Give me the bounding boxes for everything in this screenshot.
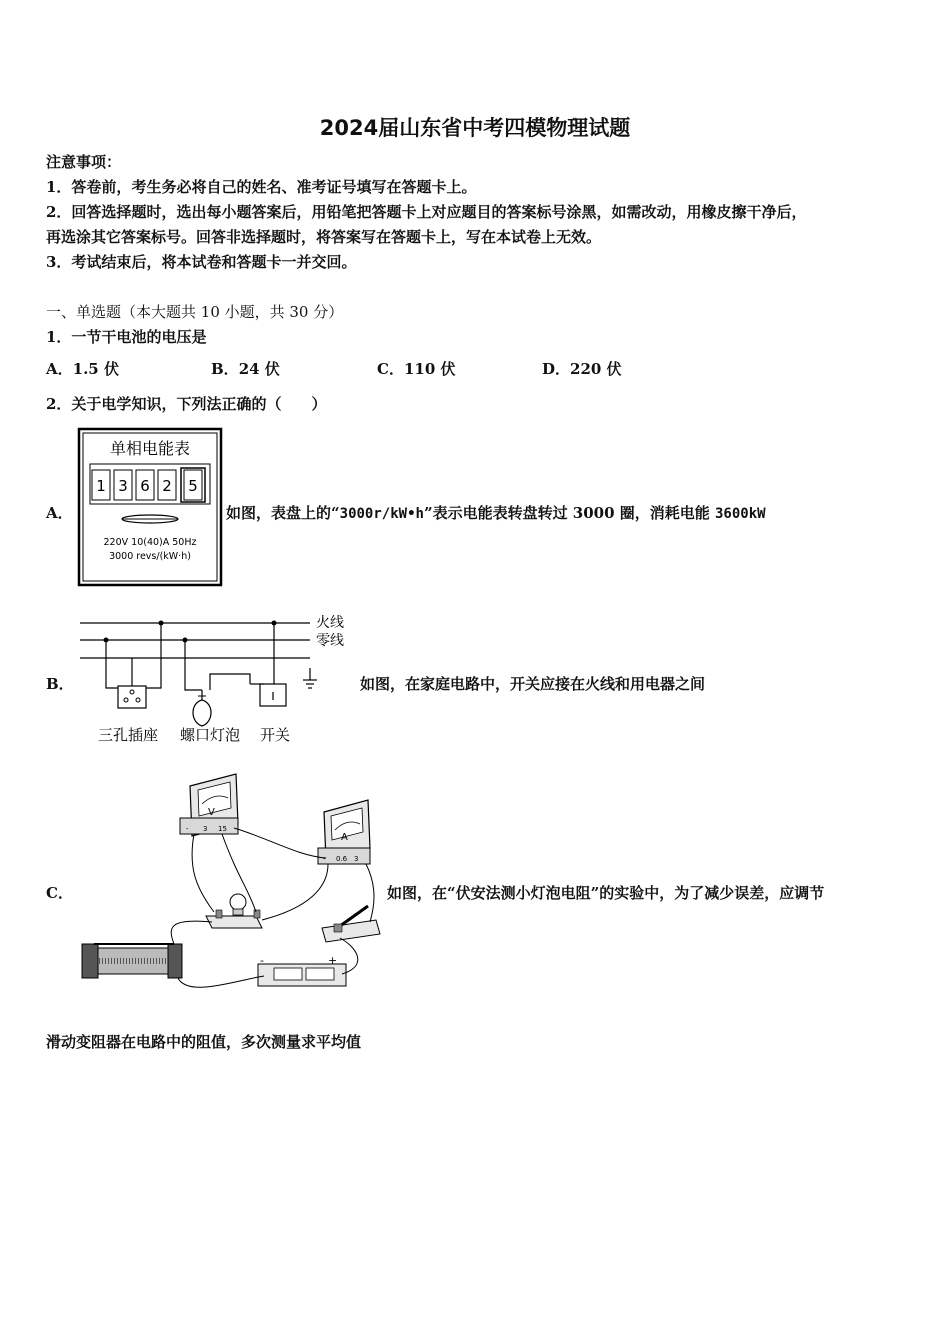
question-2-stem: 2．关于电学知识，下列法正确的（ ） — [46, 395, 327, 413]
q2-option-a-label: A． — [46, 504, 73, 522]
meter-digit-5: 5 — [188, 477, 198, 495]
notice-item-2-line-1: 2．回答选择题时，选出每小题答案后，用铅笔把答题卡上对应题目的答案标号涂黑，如需改动，用橡皮擦干净后， — [46, 203, 807, 221]
notice-heading: 注意事项： — [46, 153, 122, 171]
q2-option-c-text-line-2: 滑动变阻器在电路中的阻值，多次测量求平均值 — [46, 1033, 362, 1051]
household-circuit-figure — [78, 608, 354, 748]
meter-digit-1: 1 — [96, 477, 106, 495]
meter-digit-2: 3 — [118, 477, 128, 495]
ammeter-terminal-3: 3 — [354, 855, 359, 863]
q2-option-c-text-line-1: 如图，在“伏安法测小灯泡电阻”的实验中，为了减少误差，应调节 — [387, 884, 825, 902]
meter-digit-4: 2 — [162, 477, 172, 495]
q1-option-b-text: 24 伏 — [238, 360, 280, 378]
q1-option-d-label: D． — [542, 360, 571, 378]
voltmeter-terminal-2: 3 — [203, 825, 208, 833]
battery-plus-label: + — [328, 954, 338, 967]
question-1-stem: 1．一节干电池的电压是 — [46, 328, 207, 346]
ammeter-terminal-2: 0.6 — [336, 855, 348, 863]
q1-option-d-text: 220 伏 — [570, 360, 622, 378]
q2-a-text-pre: 如图，表盘上的“ — [226, 504, 340, 522]
q1-option-a-label: A． — [46, 360, 73, 378]
q1-option-b-label: B． — [211, 360, 239, 378]
section-heading: 一、单选题（本大题共 10 小题，共 30 分） — [46, 303, 344, 321]
q2-option-a-text — [226, 503, 766, 524]
switch-label: 开关 — [260, 726, 291, 744]
neutral-wire-label: 零线 — [316, 633, 344, 649]
q1-option-a-text: 1.5 伏 — [72, 360, 119, 378]
ammeter-symbol: A — [341, 832, 348, 843]
bulb-icon — [193, 690, 211, 726]
q1-option-d — [542, 359, 622, 379]
q1-option-a — [46, 359, 119, 379]
live-wire-label: 火线 — [316, 615, 344, 631]
q2-a-text-code: 3000r/kW•h — [339, 506, 424, 522]
page-title: 2024届山东省中考四模物理试题 — [319, 116, 631, 140]
voltmeter-symbol: V — [208, 807, 215, 818]
meter-spec-1: 220V 10(40)A 50Hz — [103, 537, 197, 548]
q2-a-text-end: 3600kW — [714, 506, 766, 522]
knife-switch-icon — [322, 920, 380, 942]
voltmeter-terminal-1: - — [186, 825, 189, 833]
socket-icon — [118, 686, 146, 708]
meter-title: 单相电能表 — [109, 439, 191, 458]
q1-option-c-label: C． — [377, 360, 404, 378]
q2-option-b-label: B． — [46, 675, 74, 693]
notice-item-3: 3．考试结束后，将本试卷和答题卡一并交回。 — [46, 253, 357, 271]
bulb-label: 螺口灯泡 — [180, 726, 241, 744]
energy-meter-figure — [78, 428, 222, 586]
notice-item-2-line-2: 再选涂其它答案标号。回答非选择题时，将答案写在答题卡上，写在本试卷上无效。 — [46, 228, 602, 246]
meter-digit-3: 6 — [140, 477, 150, 495]
q2-a-text-mid: ”表示电能表转盘转过 3000 圈，消耗电能 — [423, 504, 715, 522]
voltmeter-terminal-3: 15 — [218, 825, 227, 833]
q1-option-c-text: 110 伏 — [403, 360, 456, 378]
battery-minus-label: - — [260, 954, 264, 967]
q2-option-b-text: 如图，在家庭电路中，开关应接在火线和用电器之间 — [360, 675, 706, 693]
ammeter-terminal-1: - — [323, 855, 326, 863]
q1-option-b — [211, 359, 280, 379]
socket-label: 三孔插座 — [98, 726, 159, 744]
meter-spec-2: 3000 revs/(kW·h) — [109, 551, 191, 562]
q1-option-c — [377, 359, 456, 379]
voltammetry-circuit-figure — [78, 768, 382, 996]
small-bulb-icon — [230, 894, 246, 910]
notice-item-1: 1．答卷前，考生务必将自己的姓名、准考证号填写在答题卡上。 — [46, 178, 477, 196]
q2-option-c-label: C． — [46, 884, 73, 902]
